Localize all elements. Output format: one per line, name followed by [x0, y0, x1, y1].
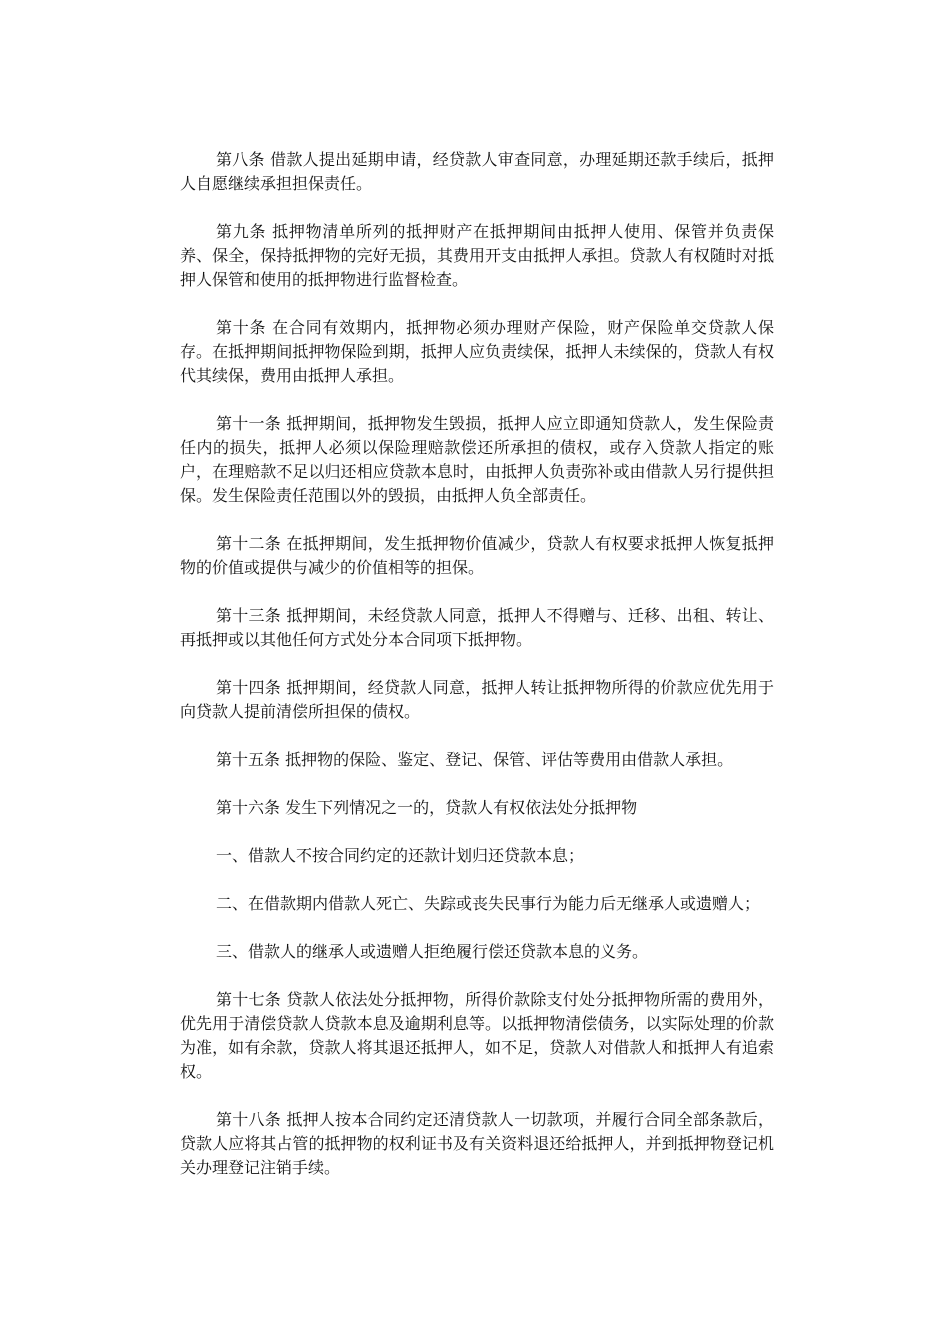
article-11: 第十一条 抵押期间，抵押物发生毁损，抵押人应立即通知贷款人，发生保险责任内的损失，抵押人必须以保险理赔款偿还所承担的债权，或存入贷款人指定的账户，在理赔款不足以归还相应贷款本息时，由抵押人负责弥补或由借款人另行提供担保。发生保险责任范围以外的毁损，由抵押人负全部责任。: [180, 414, 774, 505]
article-16-item-3: 三、借款人的继承人或遗赠人拒绝履行偿还贷款本息的义务。: [216, 942, 649, 961]
article-8: 第八条 借款人提出延期申请，经贷款人审查同意，办理延期还款手续后，抵押人自愿继续承担担保责任。: [180, 150, 774, 193]
article-13: 第十三条 抵押期间，未经贷款人同意，抵押人不得赠与、迁移、出租、转让、再抵押或以其他任何方式处分本合同项下抵押物。: [180, 606, 774, 649]
article-9: 第九条 抵押物清单所列的抵押财产在抵押期间由抵押人使用、保管并负责保养、保全，保持抵押物的完好无损，其费用开支由抵押人承担。贷款人有权随时对抵押人保管和使用的抵押物进行监督检查。: [180, 222, 774, 289]
article-15: 第十五条 抵押物的保险、鉴定、登记、保管、评估等费用由借款人承担。: [216, 750, 734, 769]
article-12: 第十二条 在抵押期间，发生抵押物价值减少，贷款人有权要求抵押人恢复抵押物的价值或提供与减少的价值相等的担保。: [180, 534, 774, 577]
article-10: 第十条 在合同有效期内，抵押物必须办理财产保险，财产保险单交贷款人保存。在抵押期间抵押物保险到期，抵押人应负责续保，抵押人未续保的，贷款人有权代其续保，费用由抵押人承担。: [180, 318, 774, 385]
document-body: [180, 148, 774, 1204]
article-16-item-2: 二、在借款期内借款人死亡、失踪或丧失民事行为能力后无继承人或遗赠人；: [216, 894, 761, 913]
article-16-item-1: 一、借款人不按合同约定的还款计划归还贷款本息；: [216, 846, 585, 865]
article-17: 第十七条 贷款人依法处分抵押物，所得价款除支付处分抵押物所需的费用外，优先用于清偿贷款人贷款本息及逾期利息等。以抵押物清偿债务，以实际处理的价款为准，如有余款，贷款人将其退还抵押人，如不足，贷款人对借款人和抵押人有追索权。: [180, 990, 774, 1081]
article-14: 第十四条 抵押期间，经贷款人同意，抵押人转让抵押物所得的价款应优先用于向贷款人提前清偿所担保的债权。: [180, 678, 774, 721]
article-18: 第十八条 抵押人按本合同约定还清贷款人一切款项，并履行合同全部条款后，贷款人应将其占管的抵押物的权利证书及有关资料退还给抵押人，并到抵押物登记机关办理登记注销手续。: [180, 1110, 774, 1177]
article-16: 第十六条 发生下列情况之一的，贷款人有权依法处分抵押物: [216, 798, 638, 817]
